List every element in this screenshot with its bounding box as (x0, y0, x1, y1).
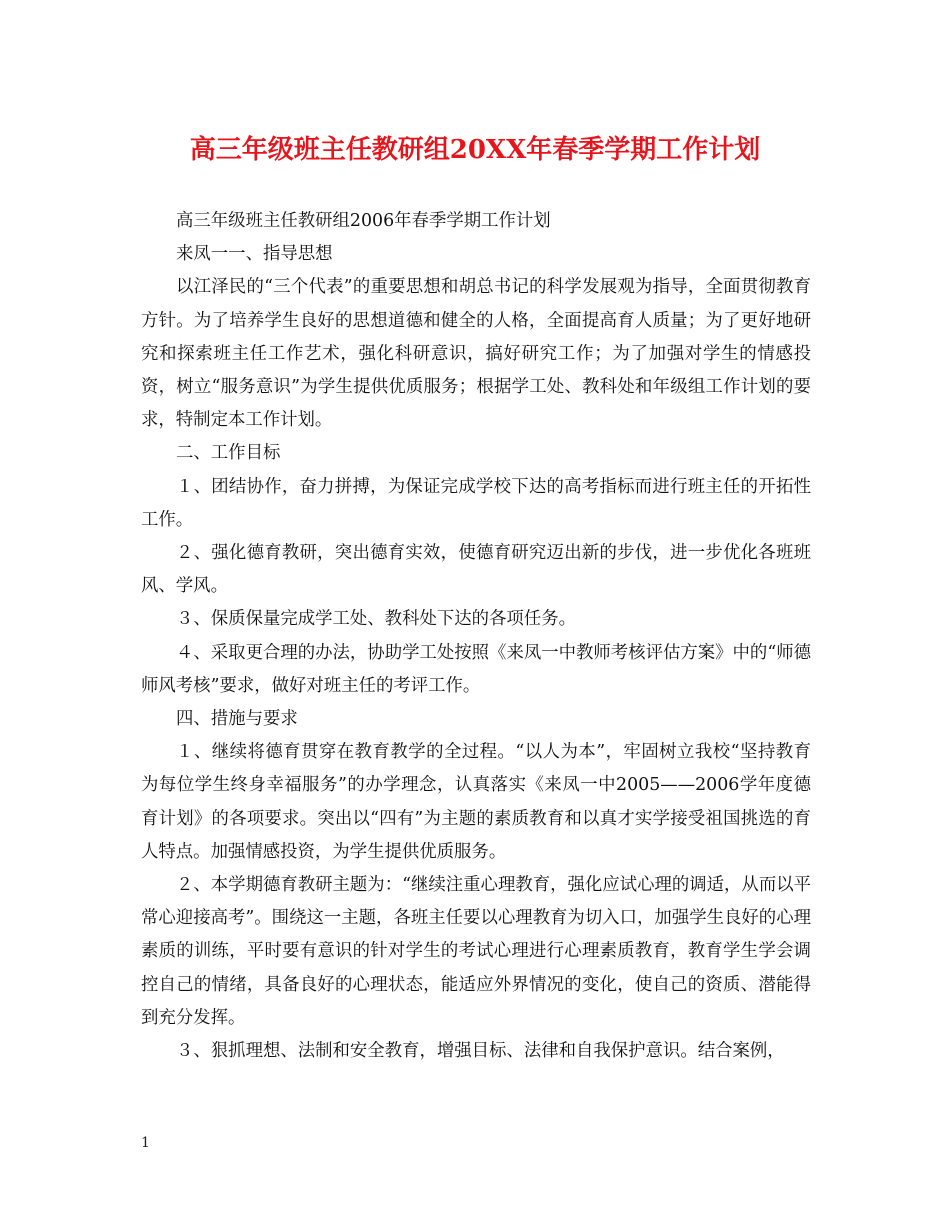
paragraph-subtitle: 高三年级班主任教研组2006年春季学期工作计划 (176, 211, 551, 231)
paragraph-goal-1: １、团结协作，奋力拼搏，为保证完成学校下达的高考指标而进行班主任的开拓性工作。 (141, 476, 811, 530)
page-number: 1 (141, 1135, 150, 1151)
paragraph-goal-3: ３、保质保量完成学工处、教科处下达的各项任务。 (176, 609, 576, 630)
paragraph-section-guiding-thought: 来凤一一、指导思想 (176, 244, 333, 265)
paragraph-measure-3: ３、狠抓理想、法制和安全教育，增强目标、法律和自我保护意识。结合案例， (176, 1041, 785, 1062)
document-body (141, 205, 811, 1068)
document-title: 高三年级班主任教研组20XX年春季学期工作计划 (189, 135, 761, 165)
paragraph-goal-2: ２、强化德育教研，突出德育实效，使德育研究迈出新的步伐，进一步优化各班班风、学风。 (141, 543, 811, 597)
paragraph-measure-1: １、继续将德育贯穿在教育教学的全过程。“以人为本”，牢固树立我校“坚持教育为每位学生终身幸福服务”的办学理念，认真落实《来凤一中2005——2006学年度德育计划》的各项要求。突出以“四有”为主题的素质教育和以真才实学接受祖国挑选的育人特点。加强情感投资，为学生提供优质服务。 (141, 742, 811, 862)
paragraph-measure-2: ２、本学期德育教研主题为：“继续注重心理教育，强化应试心理的调适，从而以平常心迎接高考”。围绕这一主题，各班主任要以心理教育为切入口，加强学生良好的心理素质的训练，平时要有意识的针对学生的考试心理进行心理素质教育，教育学生学会调控自己的情绪，具备良好的心理状态，能适应外界情况的变化，使自己的资质、潜能得到充分发挥。 (141, 875, 811, 1028)
paragraph-goal-4: ４、采取更合理的办法，协助学工处按照《来凤一中教师考核评估方案》中的“师德师风考核”要求，做好对班主任的考评工作。 (141, 642, 811, 696)
paragraph-section-measures: 四、措施与要求 (176, 709, 298, 730)
paragraph-guiding-thought-text: 以江泽民的“三个代表”的重要思想和胡总书记的科学发展观为指导，全面贯彻教育方针。为了培养学生良好的思想道德和健全的人格，全面提高育人质量；为了更好地研究和探索班主任工作艺术，强化科研意识，搞好研究工作；为了加强对学生的情感投资，树立“服务意识”为学生提供优质服务；根据学工处、教科处和年级组工作计划的要求，特制定本工作计划。 (141, 277, 811, 431)
paragraph-section-work-goals: 二、工作目标 (176, 443, 281, 464)
